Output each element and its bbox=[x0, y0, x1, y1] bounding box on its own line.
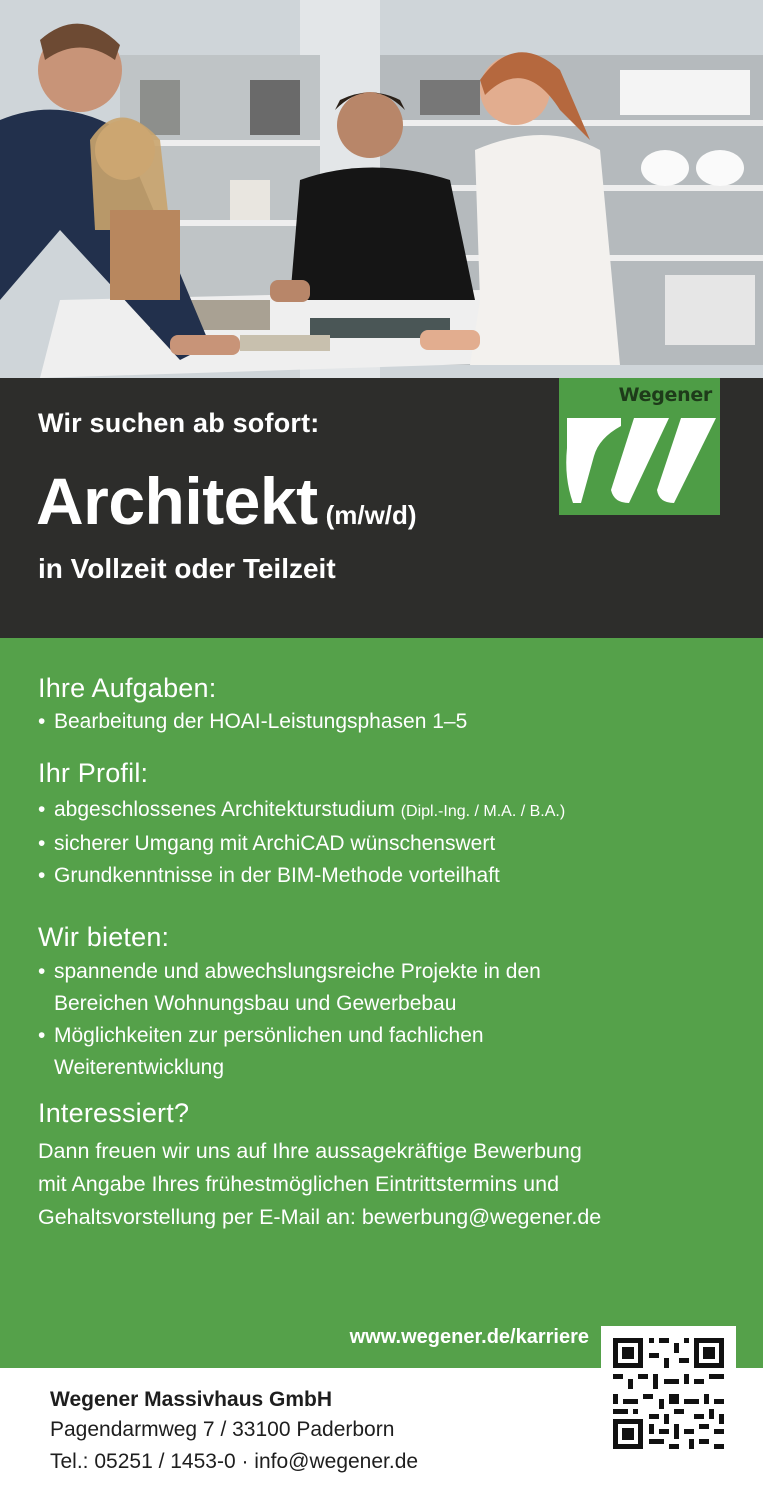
bullet-icon: • bbox=[38, 832, 46, 855]
section-title-bieten: Wir bieten: bbox=[38, 922, 170, 952]
company-contact: Tel.: 05251 / 1453-0 · info@wegener.de bbox=[50, 1450, 419, 1473]
list-item bbox=[38, 828, 565, 860]
career-url-link[interactable]: www.wegener.de/karriere bbox=[349, 1326, 589, 1348]
bullet-icon: • bbox=[38, 960, 46, 983]
application-paragraph bbox=[38, 1135, 738, 1234]
company-name: Wegener Massivhaus GmbH bbox=[50, 1388, 333, 1411]
employment-type: in Vollzeit oder Teilzeit bbox=[38, 553, 336, 584]
list-item bbox=[38, 956, 541, 1020]
office-meeting-photo bbox=[0, 0, 763, 378]
list-item bbox=[38, 1020, 541, 1084]
content-body bbox=[0, 638, 763, 1368]
eyebrow-text: Wir suchen ab sofort: bbox=[38, 408, 320, 438]
company-address: Pagendarmweg 7 / 33100 Paderborn bbox=[50, 1418, 395, 1441]
list-item-line2: Weiterentwicklung bbox=[54, 1056, 225, 1079]
job-title-main: Architekt bbox=[36, 464, 318, 538]
section-title-profil: Ihr Profil: bbox=[38, 758, 149, 788]
photo-illustration bbox=[0, 0, 763, 378]
qr-code-icon[interactable] bbox=[601, 1326, 736, 1461]
paragraph-line: mit Angabe Ihres frühestmöglichen Eintrittstermins und bbox=[38, 1172, 560, 1196]
list-item-line2: Bereichen Wohnungsbau und Gewerbebau bbox=[54, 992, 457, 1015]
list-item bbox=[38, 706, 467, 738]
list-item-line1: spannende und abwechslungsreiche Projekte in den bbox=[54, 960, 541, 983]
list-item-text: abgeschlossenes Architekturstudium bbox=[54, 798, 395, 821]
list-item-note: (Dipl.-Ing. / M.A. / B.A.) bbox=[400, 803, 566, 820]
qr-code-graphic bbox=[601, 1326, 736, 1461]
bullet-icon: • bbox=[38, 864, 46, 887]
section-title-aufgaben: Ihre Aufgaben: bbox=[38, 673, 217, 703]
bullet-icon: • bbox=[38, 710, 46, 733]
logo-wordmark: Wegener bbox=[618, 384, 712, 406]
bullet-icon: • bbox=[38, 1024, 46, 1047]
paragraph-line: Gehaltsvorstellung per E-Mail an: bewerbung@wegener.de bbox=[38, 1205, 602, 1229]
section-title-interessiert: Interessiert? bbox=[38, 1098, 190, 1128]
job-title-suffix: (m/w/d) bbox=[325, 500, 417, 530]
list-item bbox=[38, 794, 565, 828]
list-item-text: Grundkenntnisse in der BIM-Methode vorteilhaft bbox=[54, 864, 500, 887]
job-title bbox=[36, 464, 417, 538]
wegener-logo bbox=[559, 378, 720, 515]
list-item bbox=[38, 860, 565, 892]
list-aufgaben bbox=[38, 706, 467, 738]
list-item-text: sicherer Umgang mit ArchiCAD wünschenswert bbox=[54, 832, 496, 855]
paragraph-line: Dann freuen wir uns auf Ihre aussagekräftige Bewerbung bbox=[38, 1139, 582, 1163]
list-bieten bbox=[38, 956, 541, 1084]
list-item-text: Bearbeitung der HOAI-Leistungsphasen 1–5 bbox=[54, 710, 468, 733]
list-profil bbox=[38, 794, 565, 892]
bullet-icon: • bbox=[38, 798, 46, 821]
list-item-line1: Möglichkeiten zur persönlichen und fachlichen bbox=[54, 1024, 484, 1047]
